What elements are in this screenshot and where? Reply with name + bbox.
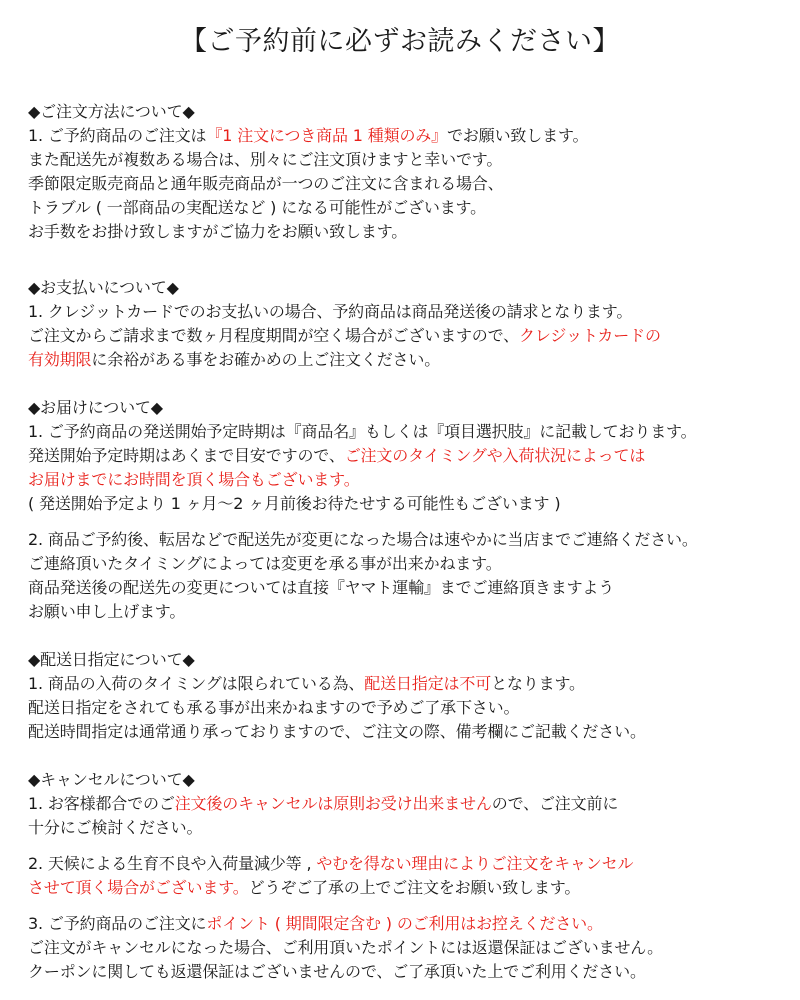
date-line-2: 配送日指定をされても承る事が出来かねますので予めご了承下さい。 xyxy=(28,698,520,717)
highlight-may-cancel: させて頂く場合がございます。 xyxy=(28,878,249,897)
date-line-3: 配送時間指定は通常通り承っておりますので、ご注文の際、備考欄にご記載ください。 xyxy=(28,722,646,741)
section-delivery-date xyxy=(28,648,800,744)
cancel-p1-line-1: 1. お客様都合でのご注文後のキャンセルは原則お受け出来ませんので、ご注文前に xyxy=(28,794,619,813)
payment-line-3: 有効期限に余裕がある事をお確かめの上ご注文ください。 xyxy=(28,350,441,369)
section-heading: ◆キャンセルについて◆ xyxy=(28,770,195,789)
section-payment xyxy=(28,276,800,372)
order-line-2: また配送先が複数ある場合は、別々にご注文頂けますと幸いです。 xyxy=(28,150,503,169)
delivery-p2-line-4: お願い申し上げます。 xyxy=(28,602,186,621)
highlight-unavoidable: やむを得ない理由によりご注文をキャンセル xyxy=(316,854,634,873)
section-heading: ◆お届けについて◆ xyxy=(28,398,163,417)
delivery-line-4: ( 発送開始予定より 1 ヶ月～2 ヶ月前後お待たせする可能性もございます ) xyxy=(28,494,561,513)
delivery-p2-line-1: 2. 商品ご予約後、転居などで配送先が変更になった場合は速やかに当店までご連絡ください。 xyxy=(28,530,698,549)
highlight-no-cancel: 注文後のキャンセルは原則お受け出来ません xyxy=(174,794,492,813)
delivery-p2-line-2: ご連絡頂いたタイミングによっては変更を承る事が出来かねます。 xyxy=(28,554,502,573)
cancel-p2-line-2: させて頂く場合がございます。どうぞご了承の上でご注文をお願い致します。 xyxy=(28,878,581,897)
delivery-line-3: お届けまでにお時間を頂く場合もございます。 xyxy=(28,470,360,489)
order-line-1: 1. ご予約商品のご注文は『1 注文につき商品 1 種類のみ』でお願い致します。 xyxy=(28,126,589,145)
highlight-credit-card: クレジットカードの xyxy=(519,326,661,345)
page-title: 【ご予約前に必ずお読みください】 xyxy=(180,26,620,57)
delivery-line-2: 発送開始予定時期はあくまで目安ですので、ご注文のタイミングや入荷状況によっては xyxy=(28,446,646,465)
section-order-method xyxy=(28,100,800,244)
highlight-timing: ご注文のタイミングや入荷状況によっては xyxy=(344,446,646,465)
section-heading: ◆お支払いについて◆ xyxy=(28,278,179,297)
order-line-5: お手数をお掛け致しますがご協力をお願い致します。 xyxy=(28,222,408,241)
section-cancel xyxy=(28,768,800,984)
cancel-p3-line-1: 3. ご予約商品のご注文にポイント ( 期間限定含む ) のご利用はお控えください。 xyxy=(28,914,603,933)
section-delivery xyxy=(28,396,800,624)
highlight-one-item: 『1 注文につき商品 1 種類のみ』 xyxy=(206,126,448,145)
cancel-p3-line-3: クーポンに関しても返還保証はございませんので、ご了承頂いた上でご利用ください。 xyxy=(28,962,646,981)
delivery-line-1: 1. ご予約商品の発送開始予定時期は『商品名』もしくは『項目選択肢』に記載しております。 xyxy=(28,422,697,441)
date-line-1: 1. 商品の入荷のタイミングは限られている為、配送日指定は不可となります。 xyxy=(28,674,585,693)
order-line-3: 季節限定販売商品と通年販売商品が一つのご注文に含まれる場合、 xyxy=(28,174,504,193)
order-line-4: トラブル ( 一部商品の実配送など ) になる可能性がございます。 xyxy=(28,198,486,217)
cancel-p1-line-2: 十分にご検討ください。 xyxy=(28,818,203,837)
highlight-no-points: ポイント ( 期間限定含む ) のご利用はお控えください。 xyxy=(206,914,603,933)
section-heading: ◆ご注文方法について◆ xyxy=(28,102,195,121)
payment-line-1: 1. クレジットカードでのお支払いの場合、予約商品は商品発送後の請求となります。 xyxy=(28,302,633,321)
cancel-p3-line-2: ご注文がキャンセルになった場合、ご利用頂いたポイントには返還保証はございません。 xyxy=(28,938,663,957)
cancel-p2-line-1: 2. 天候による生育不良や入荷量減少等 , やむを得ない理由によりご注文をキャンセル xyxy=(28,854,634,873)
payment-line-2: ご注文からご請求まで数ヶ月程度期間が空く場合がございますので、クレジットカードの xyxy=(28,326,661,345)
highlight-expiry: 有効期限 xyxy=(28,350,92,369)
delivery-p2-line-3: 商品発送後の配送先の変更については直接『ヤマト運輸』までご連絡頂きますよう xyxy=(28,578,615,597)
highlight-no-date: 配送日指定は不可 xyxy=(364,674,492,693)
section-heading: ◆配送日指定について◆ xyxy=(28,650,195,669)
